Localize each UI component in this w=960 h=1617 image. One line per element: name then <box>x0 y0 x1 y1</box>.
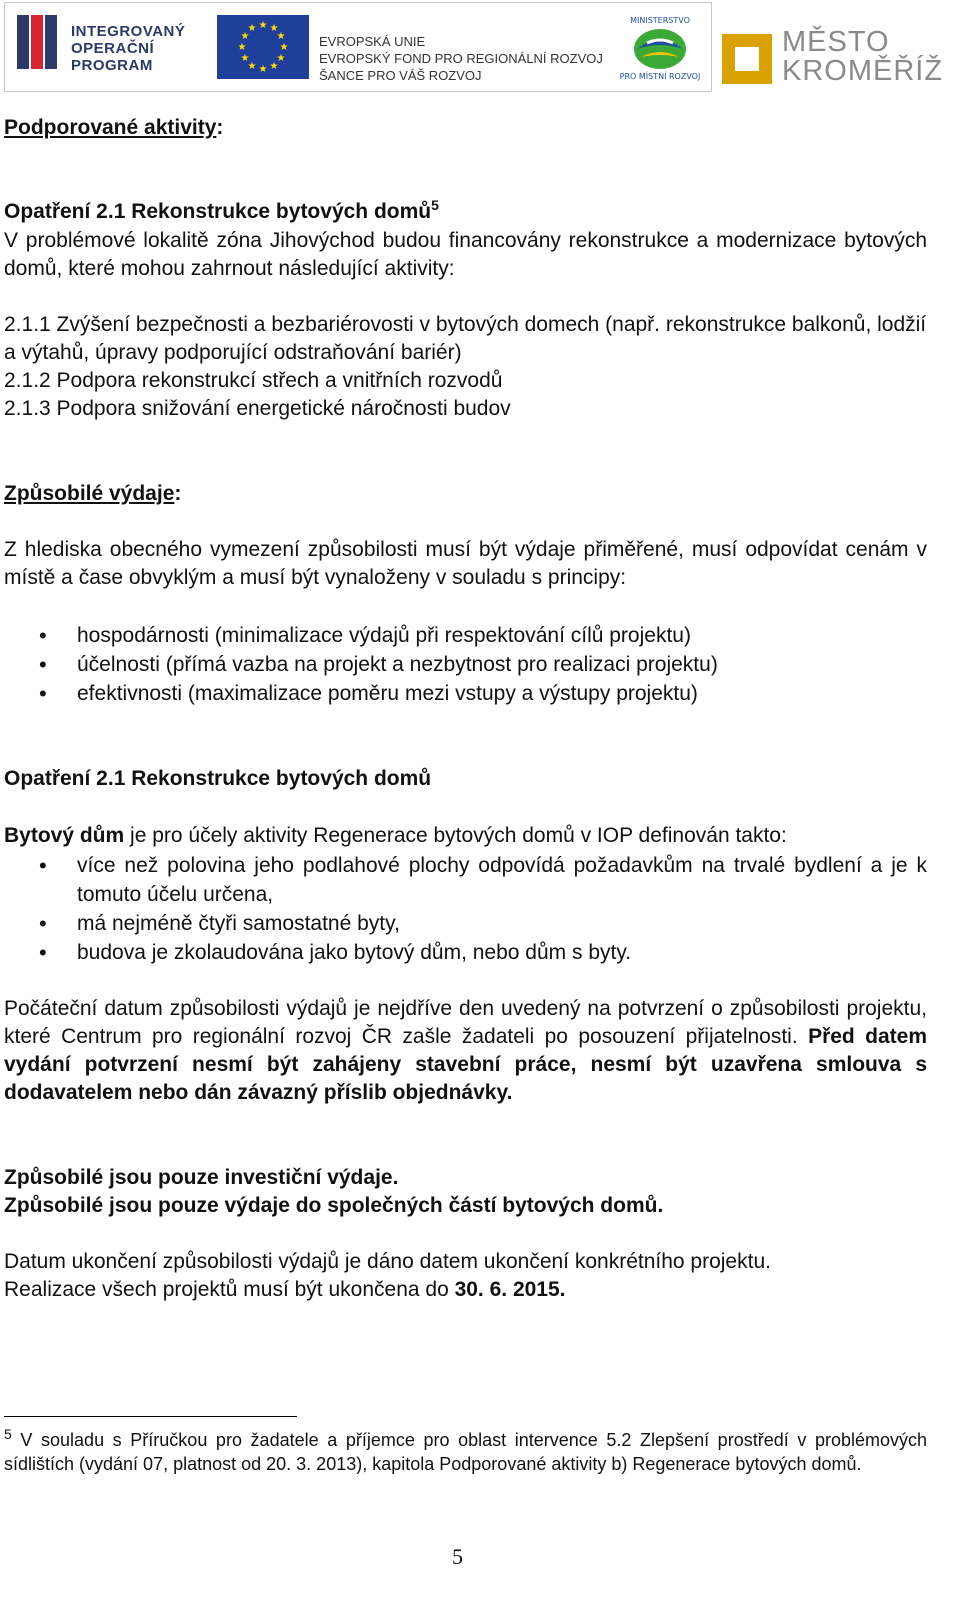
activity-item: 2.1.1 Zvýšení bezpečnosti a bezbariérovosti v bytových domech (např. rekonstrukce balkonů, lodžií a výtahů, úpravy podporující odstraňování bariér) <box>4 313 927 364</box>
mmr-text-bottom: PRO MÍSTNÍ ROZVOJ <box>619 72 701 81</box>
end-date-text: Datum ukončení způsobilosti výdajů je dáno datem ukončení konkrétního projektu. <box>4 1250 771 1273</box>
list-item: • účelnosti (přímá vazba na projekt a nezbytnost pro realizaci projektu) <box>4 650 927 679</box>
iop-line-2: OPERAČNÍ <box>71 40 155 57</box>
completion-date: 30. 6. 2015. <box>454 1278 566 1301</box>
svg-text:★: ★ <box>269 23 279 34</box>
footnote <box>4 1428 927 1476</box>
city-line-1: MĚSTO <box>782 26 890 58</box>
measure1-intro: V problémové lokalitě zóna Jihovýchod budou financovány rekonstrukce a modernizace bytových domů, které mohou zahrnout následující aktivity: <box>4 229 927 280</box>
eu-flag-icon <box>217 15 309 79</box>
eligible-heading: Způsobilé výdaje <box>4 482 175 505</box>
kromeriz-text <box>782 28 943 86</box>
eligible-heading-line <box>4 480 927 508</box>
start-date-bold: Před datem vydání potvrzení nesmí být zahájeny stavební práce, nesmí být uzavřena smlouva s dodavatelem nebo dán závazný příslib objednávky. <box>4 1025 927 1104</box>
completion-line <box>4 1276 927 1304</box>
supported-colon: : <box>216 116 224 139</box>
footnote-number: 5 <box>4 1426 12 1442</box>
principles-list <box>4 621 927 708</box>
eu-line-2: EVROPSKÝ FOND PRO REGIONÁLNÍ ROZVOJ <box>319 51 603 66</box>
list-item: • více než polovina jeho podlahové plochy odpovídá požadavkům na trvalé bydlení a je k tomuto účelu určena, <box>4 851 927 909</box>
svg-text:★: ★ <box>240 31 250 42</box>
iop-line-1: INTEGROVANÝ <box>71 23 186 40</box>
measure1-heading-line <box>4 198 927 226</box>
eu-line-3: ŠANCE PRO VÁŠ ROZVOJ <box>319 68 482 83</box>
eligible-only-common-parts: Způsobilé jsou pouze výdaje do společných částí bytových domů. <box>4 1194 664 1217</box>
svg-text:★: ★ <box>269 61 279 72</box>
footnote-text: V souladu s Příručkou pro žadatele a příjemce pro oblast intervence 5.2 Zlepšení prostředí v problémových sídlištích (vydání 07, platnost od 20. 3. 2013), kapitola Podporované aktivity b) Regenerace bytových domů. <box>4 1430 927 1474</box>
measure2-heading: Opatření 2.1 Rekonstrukce bytových domů <box>4 767 432 790</box>
svg-text:★: ★ <box>276 53 286 64</box>
eligible-colon: : <box>174 482 182 505</box>
eligible-only-investment: Způsobilé jsou pouze investiční výdaje. <box>4 1166 399 1189</box>
measure1-heading: Opatření 2.1 Rekonstrukce bytových domů <box>4 200 432 223</box>
footnote-separator <box>4 1416 297 1417</box>
svg-text:★: ★ <box>258 20 268 31</box>
mmr-text-top: MINISTERSTVO <box>630 16 690 25</box>
list-item: • má nejméně čtyři samostatné byty, <box>4 909 927 938</box>
svg-text:★: ★ <box>276 31 286 42</box>
logo-banner <box>4 2 712 92</box>
svg-text:★: ★ <box>258 64 268 75</box>
svg-text:★: ★ <box>247 23 257 34</box>
supported-heading: Podporované aktivity <box>4 116 217 139</box>
start-date-text: Počáteční datum způsobilosti výdajů je nejdříve den uvedený na potvrzení o způsobilosti projektu, které Centrum pro regionální rozvoj ČR zašle žadateli po posouzení přijatelnosti. <box>4 997 927 1048</box>
iop-logo <box>17 13 197 83</box>
list-item: • hospodárnosti (minimalizace výdajů při respektování cílů projektu) <box>4 621 927 650</box>
mmr-logo <box>617 13 703 83</box>
svg-text:★: ★ <box>247 61 257 72</box>
house-def-bold: Bytový dům <box>4 824 125 847</box>
house-criteria-list <box>4 851 927 967</box>
eligible-intro: Z hlediska obecného vymezení způsobilosti musí být výdaje přiměřené, musí odpovídat cenám v místě a čase obvyklým a musí být vynaloženy v souladu s principy: <box>4 538 927 589</box>
activity-item: 2.1.2 Podpora rekonstrukcí střech a vnitřních rozvodů <box>4 369 503 392</box>
city-line-2: KROMĚŘÍŽ <box>782 55 944 87</box>
kromeriz-square-icon <box>722 34 772 84</box>
page-number: 5 <box>452 1544 463 1569</box>
iop-line-3: PROGRAM <box>71 57 153 74</box>
activity-item: 2.1.3 Podpora snižování energetické náročnosti budov <box>4 397 511 420</box>
svg-text:★: ★ <box>279 42 289 53</box>
svg-text:★: ★ <box>237 42 247 53</box>
eu-line-1: EVROPSKÁ UNIE <box>319 34 426 49</box>
footnote-ref: 5 <box>431 197 439 213</box>
svg-text:★: ★ <box>240 53 250 64</box>
start-date-paragraph <box>4 995 927 1107</box>
completion-text: Realizace všech projektů musí být ukončena do <box>4 1278 455 1301</box>
house-definition <box>4 822 927 850</box>
house-def-rest: je pro účely aktivity Regenerace bytových domů v IOP definován takto: <box>124 824 787 847</box>
kromeriz-logo <box>722 26 944 88</box>
list-item: • efektivnosti (maximalizace poměru mezi vstupy a výstupy projektu) <box>4 679 927 708</box>
eu-text <box>319 33 603 84</box>
iop-logo-text <box>71 23 185 74</box>
list-item: • budova je zkolaudována jako bytový dům, nebo dům s byty. <box>4 938 927 967</box>
supported-heading-line <box>4 114 927 142</box>
